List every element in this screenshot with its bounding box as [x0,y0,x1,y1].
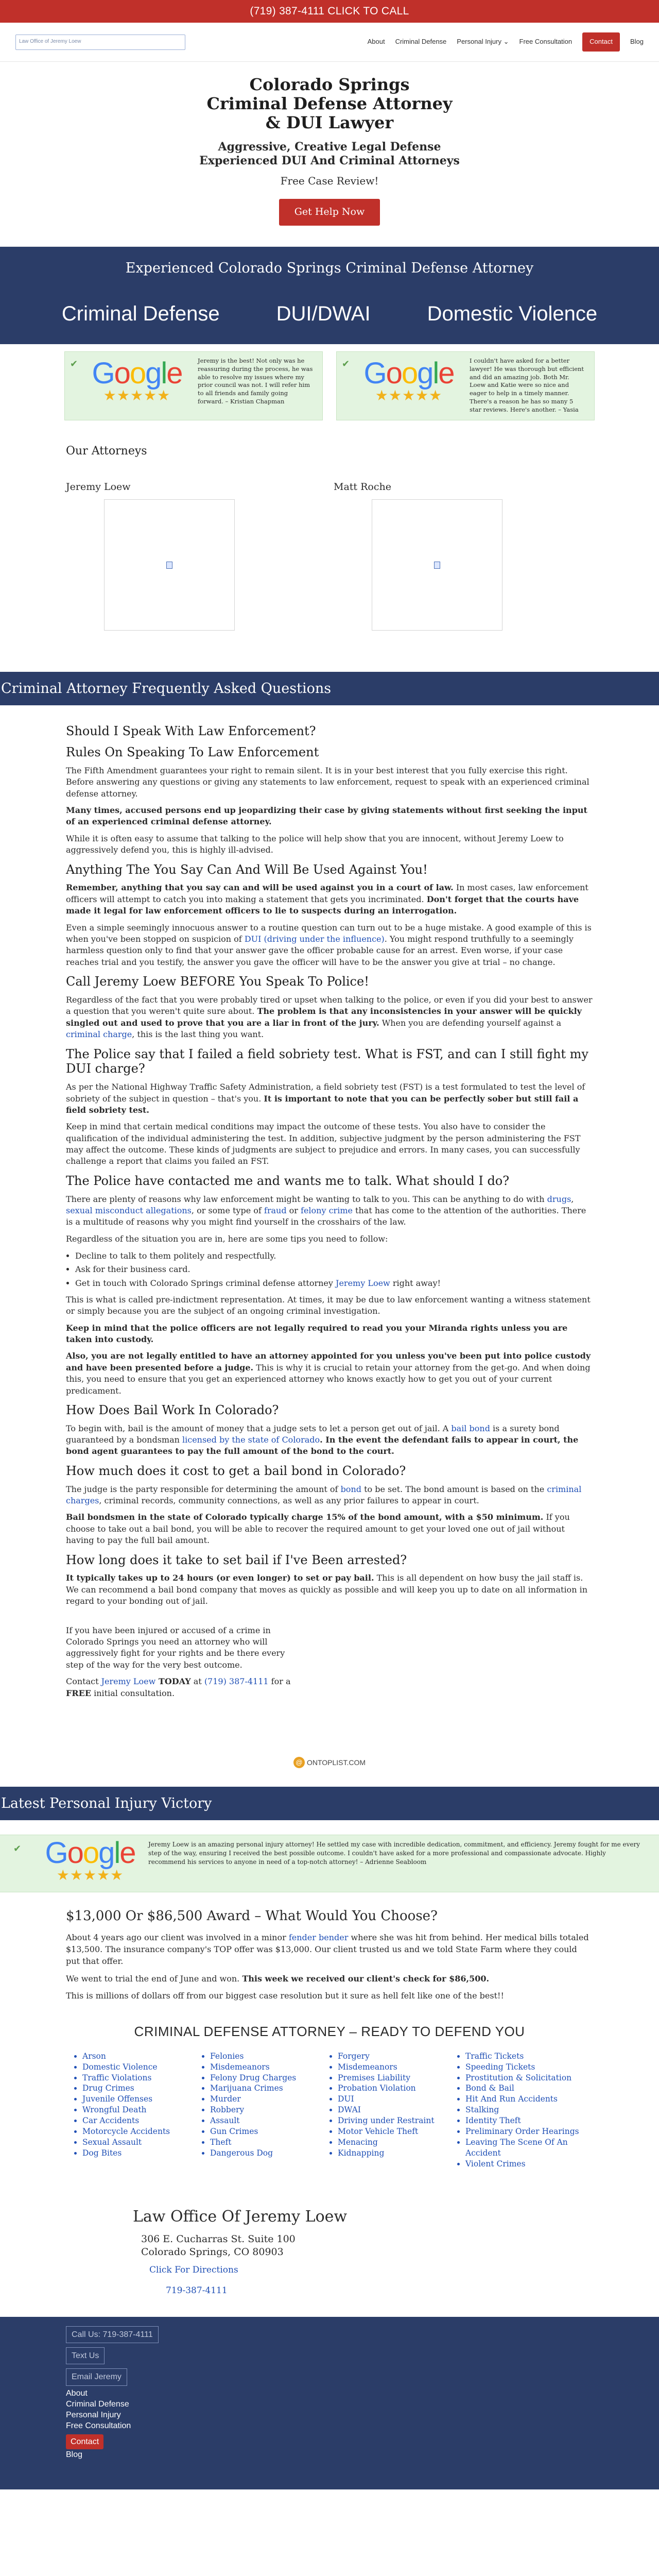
faq-question: The Police say that I failed a field sobriety test. What is FST, and can I still fight my DUI charge? [66,1046,588,1076]
pi-paragraph [66,1931,593,1968]
practice-link[interactable]: DUI [338,2094,354,2104]
check-icon: ✔ [13,1843,22,1855]
contact-text: for a [268,1676,291,1687]
attorneys-section [0,443,659,631]
faq-paragraph: Regardless of the situation you are in, here are some tips you need to follow: [66,1233,388,1244]
criminal-charge-link[interactable]: criminal charge [66,1029,132,1040]
list-item[interactable] [210,2062,328,2073]
free-case-review: Free Case Review! [280,175,379,188]
practice-link[interactable]: Motorcycle Accidents [82,2127,170,2137]
main-nav [0,23,659,62]
practice-link[interactable]: Sexual Assault [82,2138,142,2147]
faq-text: that has come to the attention of the authorities. There is a multitude of reasons why you might find yourself in the crosshairs of the law. [66,1206,586,1227]
list-item[interactable] [465,2115,584,2126]
list-item[interactable] [210,2148,328,2159]
google-wordmark: Google [45,1836,135,1870]
contact-bold: TODAY [155,1676,191,1687]
footer-email-button[interactable]: Email Jeremy [66,2368,127,2385]
practice-domestic-violence[interactable]: Domestic Violence [427,302,598,325]
faq-text: , criminal records, community connections, as well as any prior failures to appear in court. [99,1496,479,1506]
practice-column-1 [73,2051,201,2170]
faq-subheading: Rules On Speaking To Law Enforcement [66,745,319,760]
attorneys-heading: Our Attorneys [66,444,147,457]
list-item[interactable] [82,2083,201,2094]
footer-links [66,2388,659,2461]
list-item[interactable] [465,2137,584,2159]
list-item [75,1277,593,1289]
list-item[interactable] [338,2105,456,2115]
faq-paragraph: This is what is called pre-indictment representation. At times, it may be due to law enforcement wanting a witness statement or simply because you are the subject of an ongoing criminal investigation. [66,1294,591,1316]
practice-dui-dwai[interactable]: DUI/DWAI [276,302,371,325]
list-item[interactable] [82,2126,201,2137]
practice-criminal-defense[interactable]: Criminal Defense [61,302,220,325]
faq-text: To begin with, bail is the amount of money that a judge sets to let a person get out of jail. A [66,1423,452,1433]
practice-link[interactable]: Dangerous Dog [210,2148,273,2158]
faq-paragraph [66,1423,593,1458]
faq-text: to be set. The bond amount is based on the [361,1484,547,1494]
chevron-down-icon: ⌄ [503,38,509,46]
attorney-card [334,480,509,631]
attorneys-row [66,480,593,631]
hero-subtitle-line1: Aggressive, Creative Legal Defense [218,140,441,154]
faq-bold-text: Keep in mind that the police officers are not legally required to read you your Miranda rights unless you are taken into custody. [66,1323,568,1344]
practice-link[interactable]: Felonies [210,2051,244,2061]
experience-band [0,247,659,344]
pi-heading: $13,000 Or $86,500 Award – What Would You Choose? [66,1908,438,1924]
contact-jeremy-link[interactable]: Jeremy Loew [101,1676,156,1687]
list-item[interactable] [82,2073,201,2083]
practice-link[interactable]: Car Accidents [82,2116,140,2126]
pi-band-title: Latest Personal Injury Victory [1,1795,212,1812]
ontoplist-badge-wrap [0,1756,659,1768]
nav-free-consultation[interactable]: Free Consultation [519,38,573,46]
drugs-link[interactable]: drugs [547,1194,571,1204]
list-item[interactable] [210,2126,328,2137]
practice-link[interactable]: Felony Drug Charges [210,2073,297,2082]
practice-column-3 [328,2051,456,2170]
faq-band-title: Criminal Attorney Frequently Asked Questions [1,681,332,697]
contact-block [66,1625,593,1699]
faq-question: Should I Speak With Law Enforcement? [66,724,316,739]
jeremy-loew-link[interactable]: Jeremy Loew [336,1278,390,1288]
practice-link[interactable]: Hit And Run Accidents [465,2094,558,2104]
faq-text: There are plenty of reasons why law enforcement might be wanting to talk to you. This can be anything to do with [66,1194,547,1204]
list-item[interactable] [82,2148,201,2159]
contact-paragraph [66,1676,303,1699]
faq-band [0,672,659,705]
contact-phone-link[interactable]: (719) 387-4111 [204,1676,269,1687]
list-item[interactable] [338,2115,456,2126]
nav-blog[interactable]: Blog [630,38,644,46]
practice-link[interactable]: Premises Liability [338,2073,410,2082]
list-item[interactable] [82,2137,201,2148]
list-item[interactable] [465,2094,584,2105]
practice-link[interactable]: Stalking [465,2105,499,2115]
review-text: I couldn't have asked for a better lawyer! He was thorough but efficient and did an amazing job. Both Mr. Loew and Katie were so nice and eager to help in a timely manner. There's a reason he has so many 5 star reviews. Here's another. – Yasia [470,357,584,414]
list-item[interactable] [338,2126,456,2137]
nav-contact-button[interactable]: Contact [582,32,620,52]
faq-paragraph [66,994,593,1041]
practice-link[interactable]: Marijuana Crimes [210,2083,283,2093]
hero-title-line2: Criminal Defense Attorney [206,93,453,113]
bond-link[interactable]: bond [340,1484,361,1494]
contact-paragraph: If you have been injured or accused of a crime in Colorado Springs you need an attorney who will aggressively fight for your rights and be there every step of the way for the very best outcome. [66,1625,285,1670]
google-wordmark: Google [92,356,182,390]
practice-areas [0,299,659,329]
practice-link[interactable]: Arson [82,2051,106,2061]
faq-question: How Does Bail Work In Colorado? [66,1402,279,1417]
faq-bold-text: Many times, accused persons end up jeopardizing their case by giving statements without first seeking the input of an experienced criminal defense attorney. [66,805,587,827]
call-bar[interactable] [0,0,659,23]
logo-alt-text: Law Office of Jeremy Loew [19,39,81,45]
practice-link[interactable]: Forgery [338,2051,370,2061]
list-item[interactable] [338,2148,456,2159]
faq-text: As per the National Highway Traffic Safety Administration, a field sobriety test (FST) is a test formulated to test the level of sobriety of the subject in question – that's you. [66,1082,585,1104]
practice-link[interactable]: Motor Vehicle Theft [338,2127,419,2137]
faq-paragraph [66,1512,593,1546]
footer [0,2317,659,2489]
contact-text: Contact [66,1676,101,1687]
practice-link[interactable]: Gun Crimes [210,2127,258,2137]
faq-bold-text: Remember, anything that you say can and will be used against you in a court of law. [66,883,454,893]
list-item[interactable] [338,2062,456,2073]
faq-bold-text: It typically takes up to 24 hours (or even longer) to set or pay bail. [66,1573,374,1583]
faq-paragraph [66,1572,593,1607]
list-item[interactable] [338,2051,456,2062]
list-item[interactable] [210,2051,328,2062]
ontoplist-text: ONTOPLIST.COM [306,1758,366,1767]
practice-link[interactable]: Robbery [210,2105,245,2115]
faq-question: Anything The You Say Can And Will Be Used Against You! [66,862,428,877]
faq-paragraph [66,1484,593,1507]
office-name: Law Office Of Jeremy Loew [133,2207,348,2226]
contact-text: initial consultation. [91,1688,175,1698]
review-text: Jeremy Loew is an amazing personal injury attorney! He settled my case with incredible dedication, commitment, and efficiency. Jeremy fought for me every step of the way, ensuring I received the best possible outcome. I couldn't have asked for a more professional and compassionate advocate. Highly recommend his services to anyone in need of a top-notch attorney! – Adrienne Seabloom [148,1841,640,1866]
google-logo [41,1837,139,1884]
faq-paragraph: While it is often easy to assume that talking to the police will help show that you are innocent, without Jeremy Loew to aggressively defend you, this is highly ill-advised. [66,833,564,855]
list-item[interactable] [465,2083,584,2094]
nav-personal-injury-label: Personal Injury [457,38,501,46]
office-phone-wrap [133,2284,659,2297]
faq-text: This is why it is crucial to retain your attorney from the get-go. And when doing this, you need to ensure that you get an experienced attorney who knows exactly how to get you out of your current predicament. [66,1362,591,1396]
list-item: • Decline to talk to them politely and respectfully. [75,1250,593,1262]
faq-text: In most cases, law enforcement officers will attempt to catch you into making a statement that gets you incriminated. [66,883,588,904]
footer-link-personal-injury[interactable]: Personal Injury [66,2410,121,2419]
get-help-button[interactable]: Get Help Now [279,199,380,226]
broken-image-icon [434,562,440,569]
practice-link[interactable]: Murder [210,2094,241,2104]
practice-link[interactable]: Bond & Bail [465,2083,514,2093]
practice-list [0,2051,659,2170]
list-item[interactable] [338,2094,456,2105]
attorney-name: Matt Roche [334,481,391,493]
fraud-link[interactable]: fraud [264,1206,287,1216]
contact-text: at [190,1676,204,1687]
practice-link[interactable]: Dog Bites [82,2148,122,2158]
practice-link[interactable]: Misdemeanors [338,2062,397,2072]
hero-title [0,75,659,132]
office-address [133,2233,659,2258]
faq-text: . You might respond truthfully to a seemingly harmless question only to find that your answer gave the officer probable cause for an arrest. Even worse, if your case reaches trial and you testify, the answer you gave the officer will have to be the answer you give at trial – no change. [66,934,574,967]
office-phone-link[interactable]: 719-387-4111 [166,2285,228,2296]
list-item[interactable] [82,2115,201,2126]
check-icon: ✔ [70,358,78,369]
practice-link[interactable]: Theft [210,2138,232,2147]
list-item[interactable] [465,2105,584,2115]
list-item[interactable] [210,2115,328,2126]
experience-title: Experienced Colorado Springs Criminal Defense Attorney [125,260,534,276]
pi-text: where she was hit from behind. Her medical bills totaled $13,500. The insurance company's TOP offer was $13,000. Our client trusted us and we told State Farm where they could put that offer. [66,1933,589,1967]
reviews [0,344,659,428]
dui-link[interactable]: DUI (driving under the influence) [244,934,385,944]
faq-text: , this is the last thing you want. [132,1029,264,1040]
faq-paragraph [66,922,593,969]
review-card [336,351,595,420]
ontoplist-icon: @ [293,1757,305,1768]
faq-text: If you choose to take out a bail bond, you will be able to recover the required amount to get your loved one out of jail without having to pay the full bail amount. [66,1512,570,1546]
faq-paragraph: The Fifth Amendment guarantees your right to remain silent. It is in your best interest that you fully exercise this right. Before answering any questions or giving any statements to law enforcement, request to speak with an experienced criminal defense attorney. [66,765,589,799]
licensed-link[interactable]: licensed by the state of Colorado [182,1435,320,1445]
nav-personal-injury[interactable] [457,37,509,47]
office-street: 306 E. Cucharras St. Suite 100 [141,2233,296,2245]
practice-link[interactable]: Prostitution & Solicitation [465,2073,572,2082]
pi-review-card [0,1835,659,1892]
google-logo [85,357,188,404]
practice-link[interactable]: Drug Crimes [82,2083,134,2093]
attorney-photo[interactable] [104,499,235,631]
sexual-misconduct-link[interactable]: sexual misconduct allegations [66,1206,192,1216]
practice-link[interactable]: Misdemeanors [210,2062,270,2072]
hero-subtitle-line2: Experienced DUI And Criminal Attorneys [199,154,460,167]
faq-question: How much does it cost to get a bail bond in Colorado? [66,1463,406,1478]
pi-bold-text: This week we received our client's check for $86,500. [242,1973,490,1984]
broken-image-icon [166,562,172,569]
faq-paragraph [66,882,593,917]
office-city: Colorado Springs, CO 80903 [141,2246,284,2258]
list-item[interactable] [210,2105,328,2115]
fender-bender-link[interactable]: fender bender [288,1933,349,1943]
review-text: Jeremy is the best! Not only was he reassuring during the process, he was able to resolve my issues where my prior council was not. I will refer him to all friends and family going forward. – Kristian Chapman [198,357,313,405]
contact-bold: FREE [66,1688,92,1698]
office-info [0,2170,659,2297]
hero [0,62,659,247]
five-stars-icon: ★★★★★ [375,386,443,404]
practice-link[interactable]: Menacing [338,2138,378,2147]
practice-link[interactable]: Probation Violation [338,2083,416,2093]
five-stars-icon: ★★★★★ [103,386,171,404]
faq-question: The Police have contacted me and wants me to talk. What should I do? [66,1173,510,1188]
footer-call-button[interactable]: Call Us: 719-387-4111 [66,2326,159,2343]
faq-paragraph [66,1323,593,1346]
practice-column-4 [456,2051,584,2170]
faq-bold-text: Don't forget that the courts have made it legal for law enforcement officers to lie to suspects during an interrogation. [66,894,579,916]
pi-text: About 4 years ago our client was involved in a minor [66,1933,289,1943]
footer-link-blog[interactable]: Blog [66,2450,83,2460]
practice-link[interactable]: Preliminary Order Hearings [465,2127,579,2137]
google-wordmark: Google [363,356,454,390]
footer-contact-button[interactable]: Contact [66,2434,103,2449]
practice-link[interactable]: Traffic Violations [82,2073,152,2082]
call-bar-text[interactable]: (719) 387-4111 CLICK TO CALL [250,5,409,17]
attorney-card [66,480,241,631]
practice-column-2 [201,2051,328,2170]
faq-section [0,705,659,1699]
list-item[interactable] [82,2062,201,2073]
list-item[interactable] [465,2073,584,2083]
faq-text: Regardless of the fact that you were probably tired or upset when talking to the police, or even if you did your best to answer a question that you weren't quite sure about. [66,994,593,1016]
list-item[interactable] [465,2159,584,2170]
list-item[interactable] [465,2062,584,2073]
faq-bold-text: It is important to note that you can be perfectly sober but still fail a field sobriety test. [66,1093,579,1115]
list-item[interactable] [210,2073,328,2083]
practice-link[interactable]: Juvenile Offenses [82,2094,153,2104]
tip-text: Get in touch with Colorado Springs criminal defense attorney [75,1278,336,1288]
list-item[interactable] [338,2137,456,2148]
list-item[interactable] [210,2083,328,2094]
faq-question: Call Jeremy Loew BEFORE You Speak To Police! [66,974,369,989]
hero-title-line3: & DUI Lawyer [265,112,394,132]
footer-link-about[interactable]: About [66,2388,88,2398]
defend-title: CRIMINAL DEFENSE ATTORNEY – READY TO DEFEND YOU [134,2023,525,2039]
pi-section [0,1892,659,2002]
practice-link[interactable]: Wrongful Death [82,2105,147,2115]
tip-text: right away! [390,1278,441,1288]
tips-list [75,1250,593,1289]
pi-paragraph [66,1973,593,1985]
faq-bold-text: Bail bondsmen in the state of Colorado typically charge 15% of the bond amount, with a $50 minimum. [66,1512,544,1522]
list-item[interactable] [210,2137,328,2148]
practice-link[interactable]: DWAI [338,2105,361,2115]
faq-text: When you are defending yourself against a [379,1018,562,1028]
footer-link-free-consultation[interactable]: Free Consultation [66,2421,131,2430]
google-logo [357,357,460,404]
attorney-name: Jeremy Loew [66,481,131,493]
faq-text: or [286,1206,301,1216]
practice-link[interactable]: Driving under Restraint [338,2116,435,2126]
pi-band [0,1787,659,1820]
footer-text-button[interactable]: Text Us [66,2347,105,2364]
practice-link[interactable]: Speeding Tickets [465,2062,535,2072]
criminal-charges-link[interactable]: criminal charges [66,1484,582,1506]
faq-text: is a surety bond guaranteed by a bondsman [66,1423,560,1445]
felony-crime-link[interactable]: felony crime [301,1206,353,1216]
practice-link[interactable]: Domestic Violence [82,2062,158,2072]
review-card [64,351,323,420]
faq-bold-text: The problem is that any inconsistencies in your answer will be quickly singled out and used to prove that you are a liar in front of the jury. [66,1006,582,1028]
nav-criminal-defense[interactable]: Criminal Defense [395,38,447,46]
pi-paragraph: This is millions of dollars off from our biggest case resolution but it sure as hell felt like one of the best!! [66,1990,504,2001]
practice-link[interactable]: Identity Theft [465,2116,521,2126]
list-item[interactable] [465,2126,584,2137]
faq-text: This is all dependent on how busy the jail staff is. We can recommend a bail bond company that moves as quickly as possible and will keep you up to date on all information in regard to your bonding out of jail. [66,1573,587,1606]
faq-paragraph [66,805,593,828]
faq-text: Even a simple seemingly innocuous answer to a routine question can turn out to be a huge mistake. A good example of this is when you've been stopped on suspicion of [66,922,592,944]
attorney-photo[interactable] [372,499,502,631]
list-item[interactable] [82,2051,201,2062]
site-logo[interactable] [15,35,185,50]
nav-links [368,32,644,52]
practice-link[interactable]: Leaving The Scene Of An Accident [465,2138,568,2158]
list-item[interactable] [465,2051,584,2062]
faq-bold-text: Also, you are not legally entitled to have an attorney appointed for you unless you've been put into police custody and have been presented before a judge. [66,1351,591,1372]
footer-link-criminal-defense[interactable]: Criminal Defense [66,2399,129,2409]
hero-title-line1: Colorado Springs [249,75,410,94]
faq-paragraph: There are plenty of reasons why law enforcement might be wanting to talk to you. This can be anything to do with drugs, sexual misconduct allegations, or some type of fraud or felony crime that has come to the attention of the authorities. There is a multitude of reasons why you might find yourself in the crosshairs of the law. [66,1194,586,1227]
list-item[interactable] [338,2073,456,2083]
faq-paragraph [66,1081,593,1116]
practice-link[interactable]: Assault [210,2116,240,2126]
faq-paragraph: Keep in mind that certain medical conditions may impact the outcome of these tests. You also have to consider the qualification of the individual administering the test. In addition, subjective judgment by the person administering the FST may affect the outcome. These kinds of judgments are subject to prejudice and errors. In many cases, you can successfully challenge a report that claims you failed an FST. [66,1122,581,1166]
list-item[interactable] [338,2083,456,2094]
ontoplist-badge[interactable] [293,1757,366,1768]
check-icon: ✔ [342,358,350,369]
directions-link[interactable]: Click For Directions [149,2264,238,2275]
nav-about[interactable]: About [367,38,385,46]
five-stars-icon: ★★★★★ [56,1867,124,1884]
practice-link[interactable]: Kidnapping [338,2148,385,2158]
faq-paragraph [66,1350,593,1397]
faq-question: How long does it take to set bail if I've Been arrested? [66,1552,407,1567]
list-item[interactable] [210,2094,328,2105]
bail-bond-link[interactable]: bail bond [451,1423,490,1433]
list-item[interactable] [82,2105,201,2115]
list-item[interactable] [82,2094,201,2105]
faq-bold-text: . In the event the defendant fails to appear in court, the bond agent guarantees to pay the full amount of the bond to the court. [66,1435,579,1456]
faq-text: The judge is the party responsible for determining the amount of [66,1484,341,1494]
list-item: • Ask for their business card. [75,1263,593,1275]
directions-wrap [133,2264,659,2277]
hero-subtitle [0,140,659,167]
faq-text: , or some type of [191,1206,264,1216]
pi-text: We went to trial the end of June and won. [66,1973,242,1984]
practice-link[interactable]: Traffic Tickets [465,2051,524,2061]
practice-link[interactable]: Violent Crimes [465,2159,526,2168]
